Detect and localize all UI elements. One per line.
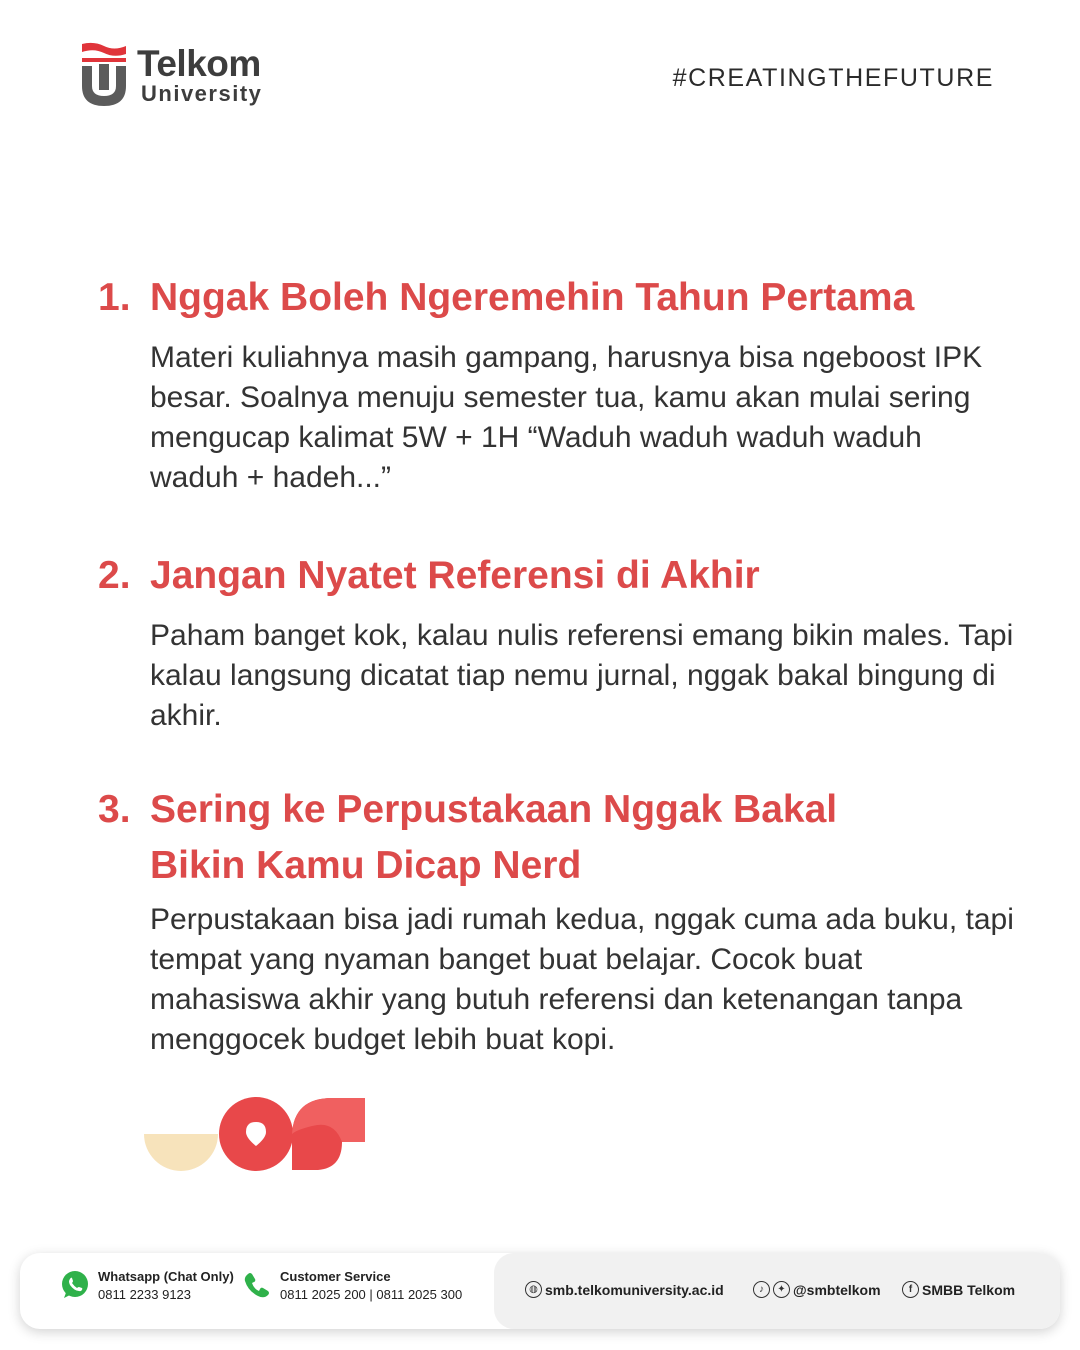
logo-subtitle: University [141, 81, 263, 106]
tip-number: 3. [98, 788, 131, 831]
tips-list [98, 270, 1018, 1060]
customer-service-label: Customer Service [280, 1269, 391, 1284]
tip-number: 1. [98, 276, 131, 319]
facebook-link[interactable] [902, 1281, 1015, 1298]
footer-bar [20, 1253, 1060, 1329]
facebook-name: SMBB Telkom [922, 1281, 1016, 1298]
tip-title: Jangan Nyatet Referensi di Akhir [150, 554, 760, 597]
whatsapp-contact[interactable] [60, 1268, 234, 1304]
tip-number: 2. [98, 554, 131, 597]
social-handle: @smbtelkom [793, 1281, 881, 1298]
tip-item [98, 782, 1018, 1060]
globe-icon: ◍ [525, 1281, 542, 1298]
website-link[interactable] [525, 1281, 724, 1298]
telkom-university-logo-icon [80, 40, 128, 108]
customer-service-contact[interactable] [242, 1268, 462, 1304]
hashtag: #CREATINGTHEFUTURE [672, 64, 994, 92]
telkom-university-logo [80, 40, 300, 110]
customer-service-numbers: 0811 2025 200 | 0811 2025 300 [280, 1287, 463, 1302]
phone-icon [242, 1270, 272, 1300]
logo-title: Telkom [137, 43, 261, 84]
tip-title: Sering ke Perpustakaan Nggak Bakal Bikin Kamu Dicap Nerd [150, 788, 838, 887]
tiktok-icon: ♪ [753, 1281, 770, 1298]
website-url: smb.telkomuniversity.ac.id [545, 1281, 724, 1298]
tip-title: Nggak Boleh Ngeremehin Tahun Pertama [150, 276, 915, 319]
whatsapp-label: Whatsapp (Chat Only) [98, 1269, 234, 1284]
tip-description: Perpustakaan bisa jadi rumah kedua, nggak cuma ada buku, tapi tempat yang nyaman banget buat belajar. Cocok buat mahasiswa akhir yang butuh referensi dan ketenangan tanpa menggocek budget lebih buat kopi. [150, 903, 1014, 1056]
facebook-icon: f [902, 1281, 919, 1298]
decorative-shapes [144, 1096, 368, 1172]
social-handle-link[interactable] [753, 1281, 881, 1298]
tip-item [98, 270, 1018, 498]
tip-description: Materi kuliahnya masih gampang, harusnya bisa ngeboost IPK besar. Soalnya menuju semester tua, kamu akan mulai sering mengucap kalimat 5W + 1H “Waduh waduh waduh waduh waduh + hadeh...” [150, 341, 983, 494]
twitter-icon: ✦ [773, 1281, 790, 1298]
whatsapp-number: 0811 2233 9123 [98, 1287, 192, 1302]
tip-item [98, 548, 1018, 736]
whatsapp-icon [60, 1270, 90, 1300]
tip-description: Paham banget kok, kalau nulis referensi emang bikin males. Tapi kalau langsung dicatat tiap nemu jurnal, nggak bakal bingung di akhir. [150, 619, 1014, 732]
